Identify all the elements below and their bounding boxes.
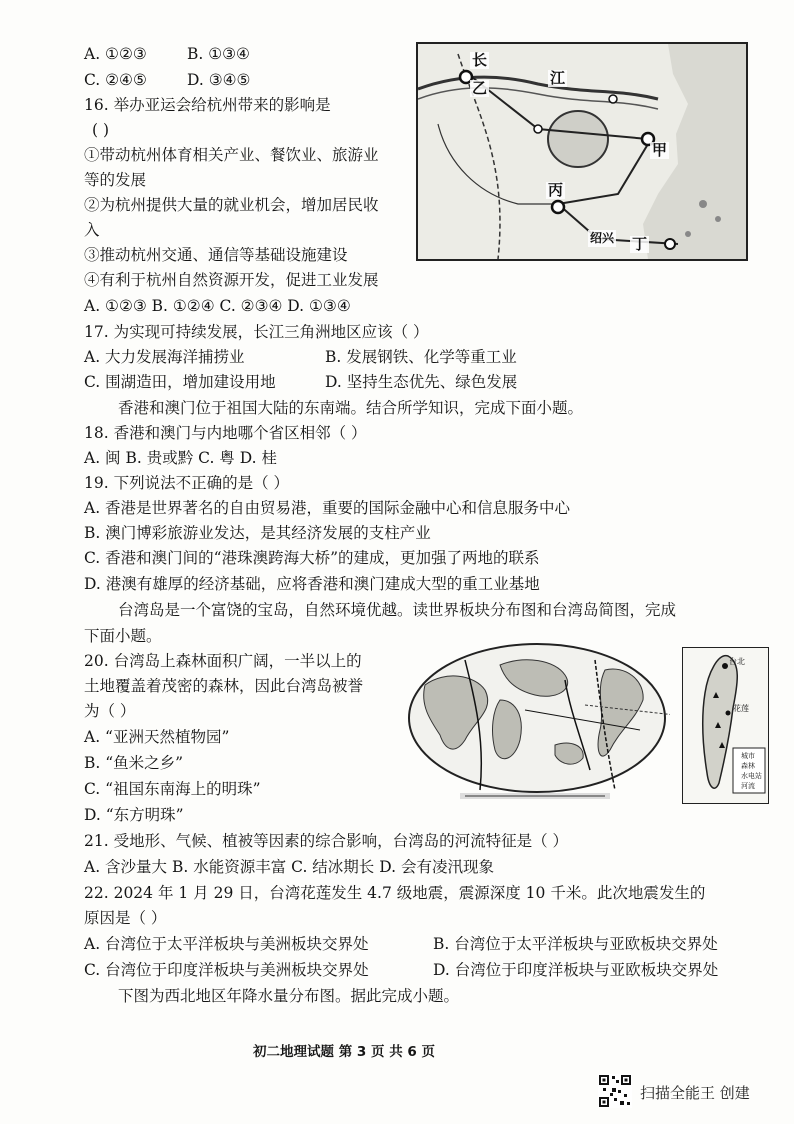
qr-code-icon	[598, 1074, 632, 1108]
q22-option-b: B. 台湾位于太平洋板块与亚欧板块交界处	[433, 935, 718, 953]
intro-taiwan-line2: 下面小题。	[84, 627, 162, 645]
q15-option-d: D. ③④⑤	[187, 71, 251, 89]
map-label-jiang: 江	[550, 69, 566, 87]
q22-option-d: D. 台湾位于印度洋板块与亚欧板块交界处	[433, 961, 719, 979]
q21-stem: 21. 受地形、气候、植被等因素的综合影响，台湾岛的河流特征是（ ）	[84, 832, 569, 850]
q17-option-c: C. 围湖造田，增加建设用地	[84, 373, 276, 391]
q17-option-d: D. 坚持生态优先、绿色发展	[325, 373, 518, 391]
legend-power: 水电站	[741, 772, 762, 780]
q21-options: A. 含沙量大 B. 水能资源丰富 C. 结冰期长 D. 会有凌汛现象	[84, 858, 494, 876]
inset-label-taipei: 台北	[729, 657, 745, 666]
map-label-bing: 丙	[548, 181, 564, 199]
world-plates-map-drawing	[405, 640, 670, 805]
q15-option-a: A. ①②③	[84, 45, 147, 63]
q15-option-c: C. ②④⑤	[84, 71, 147, 89]
q16-answer-paren: ( )	[92, 121, 110, 139]
q20-option-c: C. “祖国东南海上的明珠”	[84, 780, 261, 798]
q16-item2-line1: ②为杭州提供大量的就业机会，增加居民收	[84, 196, 379, 214]
legend-city: 城市	[741, 752, 755, 760]
legend-river: 河流	[741, 782, 755, 790]
q22-option-a: A. 台湾位于太平洋板块与美洲板块交界处	[84, 935, 369, 953]
intro-taiwan-line1: 台湾岛是一个富饶的宝岛，自然环境优越。读世界板块分布图和台湾岛简图，完成	[118, 601, 677, 619]
q20-option-b: B. “鱼米之乡”	[84, 754, 184, 772]
q20-stem-line2: 土地覆盖着茂密的森林，因此台湾岛被誉	[84, 677, 364, 695]
q16-item2-line2: 入	[84, 221, 100, 239]
map-label-yi: 乙	[472, 79, 488, 97]
q15-option-b: B. ①③④	[187, 45, 250, 63]
q16-stem: 16. 举办亚运会给杭州带来的影响是	[84, 96, 331, 114]
q22-stem-line1: 22. 2024 年 1 月 29 日，台湾花莲发生 4.7 级地震，震源深度 10 千米。此次地震发生的	[84, 884, 706, 902]
q20-stem-line1: 20. 台湾岛上森林面积广阔，一半以上的	[84, 652, 362, 670]
q19-option-c: C. 香港和澳门间的“港珠澳跨海大桥”的建成，更加强了两地的联系	[84, 549, 540, 567]
q19-option-d: D. 港澳有雄厚的经济基础，应将香港和澳门建成大型的重工业基地	[84, 575, 540, 593]
q16-item4: ④有利于杭州自然资源开发，促进工业发展	[84, 271, 379, 289]
q22-stem-line2: 原因是（ ）	[84, 909, 167, 927]
legend-forest: 森林	[741, 762, 755, 770]
map-label-shaoxing: 绍兴	[590, 231, 615, 245]
q20-option-d: D. “东方明珠”	[84, 806, 184, 824]
q20-option-a: A. “亚洲天然植物园”	[84, 728, 230, 746]
q19-option-a: A. 香港是世界著名的自由贸易港，重要的国际金融中心和信息服务中心	[84, 499, 571, 517]
yangtze-delta-map-drawing	[418, 44, 746, 259]
q20-stem-line3: 为（ ）	[84, 702, 136, 720]
q17-option-a: A. 大力发展海洋捕捞业	[84, 348, 245, 366]
q16-item3: ③推动杭州交通、通信等基础设施建设	[84, 246, 348, 264]
intro-northwest: 下图为西北地区年降水量分布图。据此完成小题。	[118, 987, 460, 1005]
map-label-ding: 丁	[632, 235, 648, 253]
inset-label-hualien: 花莲	[733, 704, 749, 713]
scanner-brand: 扫描全能王 创建	[640, 1084, 750, 1102]
world-plates-map	[405, 640, 670, 805]
q16-item1-line2: 等的发展	[84, 171, 147, 189]
q19-option-b: B. 澳门博彩旅游业发达，是其经济发展的支柱产业	[84, 524, 431, 542]
q16-item1-line1: ①带动杭州体育相关产业、餐饮业、旅游业	[84, 146, 379, 164]
q22-option-c: C. 台湾位于印度洋板块与美洲板块交界处	[84, 961, 369, 979]
taiwan-inset-map	[682, 647, 769, 804]
map-label-jia: 甲	[652, 141, 668, 159]
q18-options: A. 闽 B. 贵或黔 C. 粤 D. 桂	[84, 449, 277, 467]
map-label-chang: 长	[472, 51, 488, 69]
q19-stem: 19. 下列说法不正确的是（ ）	[84, 474, 290, 492]
q18-stem: 18. 香港和澳门与内地哪个省区相邻（ ）	[84, 424, 367, 442]
intro-hk-macau: 香港和澳门位于祖国大陆的东南端。结合所学知识，完成下面小题。	[118, 399, 584, 417]
page-footer: 初二地理试题 第 3 页 共 6 页	[253, 1044, 435, 1060]
q17-option-b: B. 发展钢铁、化学等重工业	[325, 348, 517, 366]
q16-options: A. ①②③ B. ①②④ C. ②③④ D. ①③④	[84, 297, 351, 315]
q17-stem: 17. 为实现可持续发展，长江三角洲地区应该（ ）	[84, 323, 429, 341]
yangtze-delta-map	[416, 42, 748, 261]
